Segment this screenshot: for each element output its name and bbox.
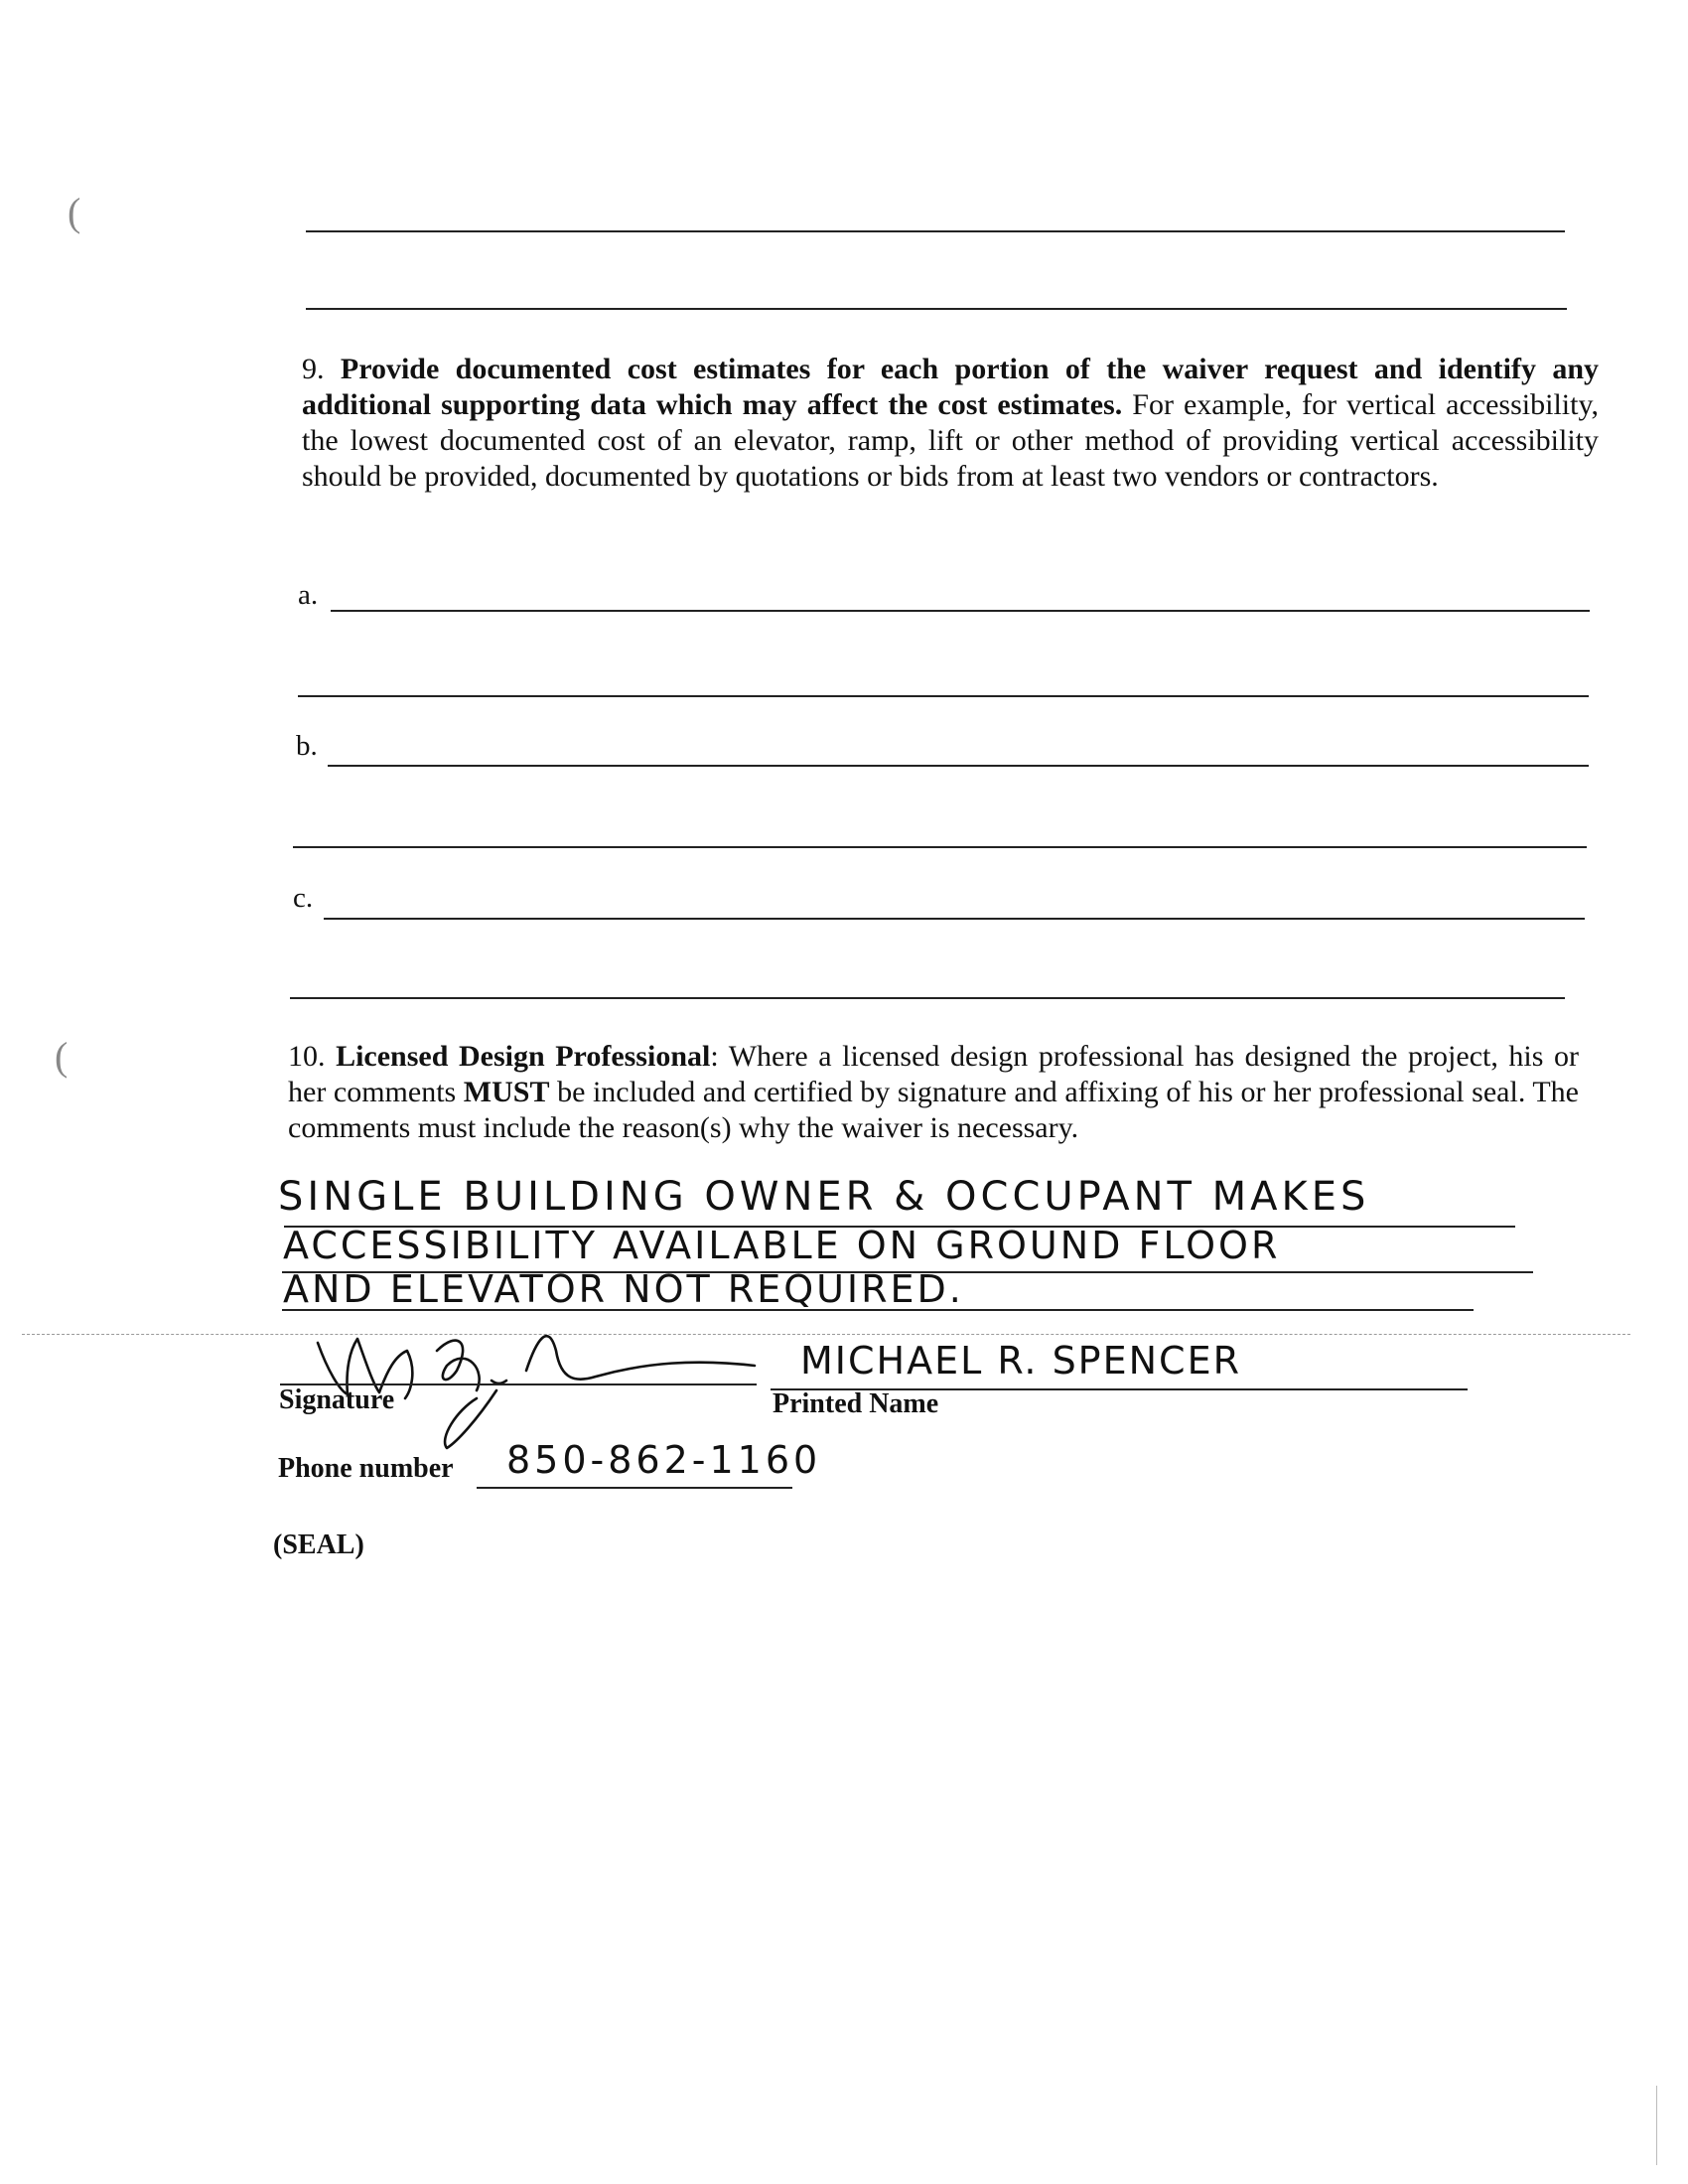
item-9-paragraph	[302, 352, 1599, 495]
seal-label: (SEAL)	[273, 1529, 364, 1560]
item-10-text-2: be included and certified by signature and affixing of his or her professional seal. The comments must include the reason(s) why the waiver is necessary.	[288, 1076, 1580, 1144]
entry-c-label: c.	[293, 882, 314, 914]
item-10-must: MUST	[463, 1076, 550, 1108]
entry-c-line-2[interactable]	[290, 997, 1565, 999]
item-9-text: For example, for vertical accessibility, the lowest documented cost of an elevator, ramp, lift or other method of providing vertical accessibility should be provided, documented by quotations or bids from at least two vendors or contractors.	[302, 388, 1600, 493]
entry-b-line-2[interactable]	[293, 846, 1587, 848]
answer-line-top-2[interactable]	[306, 308, 1567, 310]
margin-mark-1: (	[68, 190, 81, 234]
phone-value: 850-862-1160	[506, 1438, 822, 1482]
printed-name-value: MICHAEL R. SPENCER	[800, 1339, 1241, 1383]
item-10-title: Licensed Design Professional	[336, 1040, 711, 1073]
signature-label: Signature	[279, 1384, 395, 1415]
item-10-paragraph	[288, 1039, 1579, 1146]
handwritten-comment-line-2: ACCESSIBILITY AVAILABLE ON GROUND FLOOR	[283, 1224, 1281, 1267]
item-9-bold-text: Provide documented cost estimates for each portion of the waiver request and identify any additional supporting data which may affect the cost estimates.	[302, 353, 1599, 421]
phone-label: Phone number	[278, 1453, 454, 1484]
scan-fold-line	[22, 1334, 1630, 1335]
entry-b-line-1[interactable]	[328, 765, 1589, 767]
item-10-text-1: : Where a licensed design professional has designed the project, his or her comments	[288, 1040, 1579, 1108]
handwritten-comment-line-1: SINGLE BUILDING OWNER & OCCUPANT MAKES	[278, 1174, 1370, 1220]
scan-edge-mark	[1656, 2086, 1657, 2165]
phone-line[interactable]	[477, 1487, 792, 1489]
printed-name-label: Printed Name	[773, 1388, 939, 1419]
entry-b-label: b.	[296, 730, 318, 762]
handwritten-comment-line-3: AND ELEVATOR NOT REQUIRED.	[283, 1267, 964, 1311]
item-10-number: 10.	[288, 1040, 326, 1073]
entry-a-label: a.	[298, 579, 319, 611]
entry-a-line-1[interactable]	[331, 610, 1590, 612]
entry-c-line-1[interactable]	[324, 918, 1585, 920]
item-9-number: 9.	[302, 353, 325, 385]
answer-line-top-1[interactable]	[306, 230, 1565, 232]
entry-a-line-2[interactable]	[298, 695, 1589, 697]
signature-graphic	[288, 1311, 784, 1450]
margin-mark-2: (	[55, 1034, 69, 1079]
